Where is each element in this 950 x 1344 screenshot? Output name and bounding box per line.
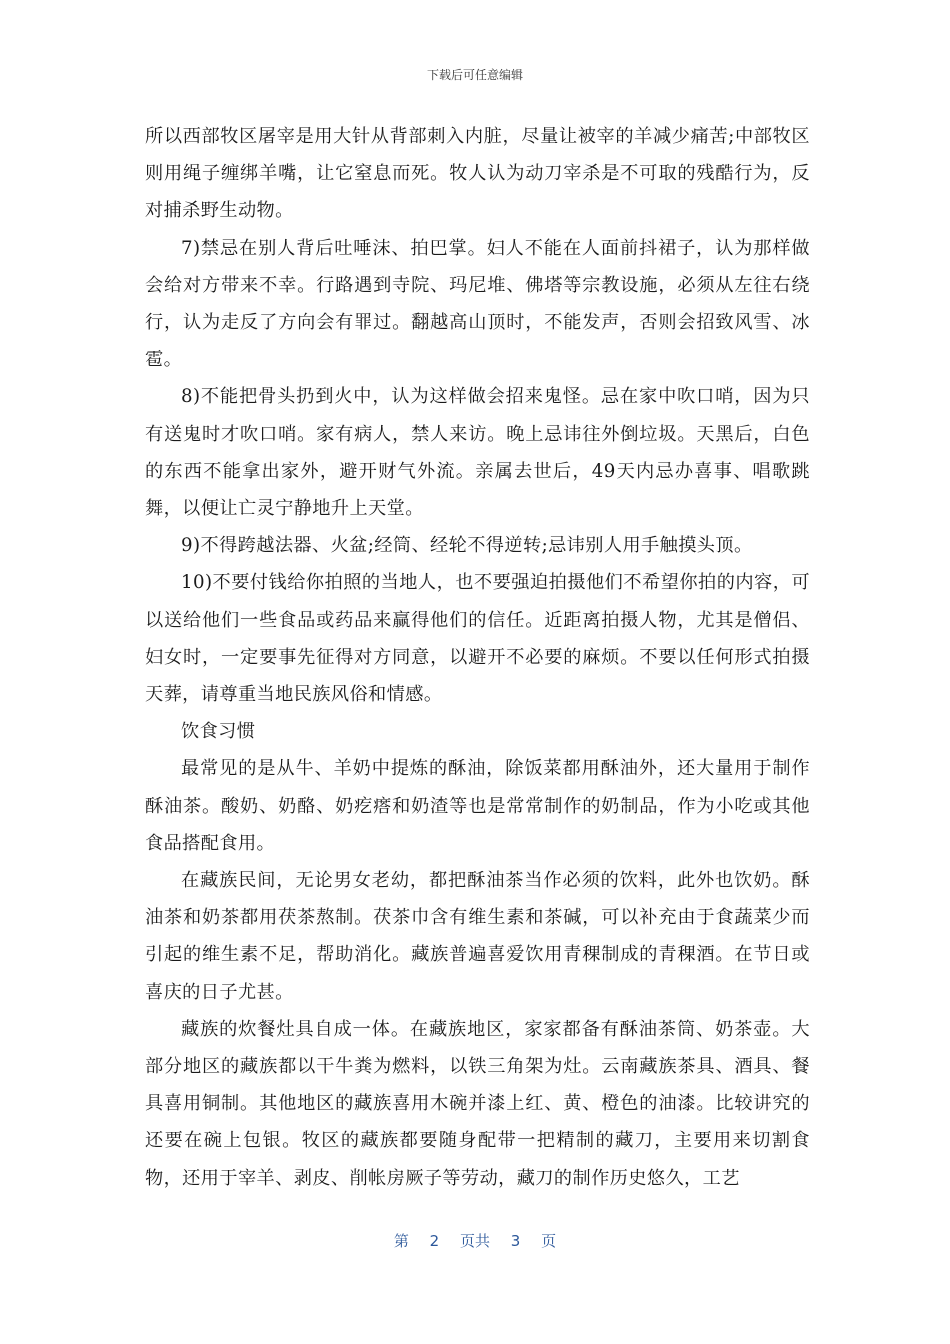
- page-number: 第 2 页共 3 页: [393, 1232, 557, 1250]
- paragraph-6: 最常见的是从牛、羊奶中提炼的酥油，除饭菜都用酥油外，还大量用于制作酥油茶。酸奶、奶酪、奶疙瘩和奶渣等也是常常制作的奶制品，作为小吃或其他食品搭配食用。: [145, 758, 810, 854]
- page-header-note: 下载后可任意编辑: [426, 68, 523, 82]
- paragraph-7: 在藏族民间，无论男女老幼，都把酥油茶当作必须的饮料，此外也饮奶。酥油茶和奶茶都用茯茶熬制。茯茶巾含有维生素和茶碱，可以补充由于食蔬菜少而引起的维生素不足，帮助消化。藏族普遍喜爱饮用青稞制成的青稞酒。在节日或喜庆的日子尤甚。: [145, 870, 810, 1003]
- document-body: [145, 118, 810, 1197]
- section-heading: 饮食习惯: [181, 721, 256, 743]
- paragraph-1: 所以西部牧区屠宰是用大针从背部刺入内脏，尽量让被宰的羊减少痛苦;中部牧区则用绳子缠绑羊嘴，让它窒息而死。牧人认为动刀宰杀是不可取的残酷行为，反对捕杀野生动物。: [145, 126, 810, 222]
- paragraph-2: 7)禁忌在别人背后吐唾沫、拍巴掌。妇人不能在人面前抖裙子，认为那样做会给对方带来不幸。行路遇到寺院、玛尼堆、佛塔等宗教设施，必须从左往右绕行，认为走反了方向会有罪过。翻越高山顶时，不能发声，否则会招致风雪、冰雹。: [145, 237, 810, 371]
- paragraph-5: 10)不要付钱给你拍照的当地人，也不要强迫拍摄他们不希望你拍的内容，可以送给他们一些食品或药品来赢得他们的信任。近距离拍摄人物，尤其是僧侣、妇女时，一定要事先征得对方同意，以避开不必要的麻烦。不要以任何形式拍摄天葬，请尊重当地民族风俗和情感。: [145, 572, 810, 706]
- paragraph-3: 8)不能把骨头扔到火中，认为这样做会招来鬼怪。忌在家中吹口哨，因为只有送鬼时才吹口哨。家有病人，禁人来访。晚上忌讳往外倒垃圾。天黑后，白色的东西不能拿出家外，避开财气外流。亲属去世后，49天内忌办喜事、唱歌跳舞，以便让亡灵宁静地升上天堂。: [145, 386, 810, 520]
- paragraph-8: 藏族的炊餐灶具自成一体。在藏族地区，家家都备有酥油茶筒、奶茶壶。大部分地区的藏族都以干牛粪为燃料，以铁三角架为灶。云南藏族茶具、酒具、餐具喜用铜制。其他地区的藏族喜用木碗并漆上红、黄、橙色的油漆。比较讲究的还要在碗上包银。牧区的藏族都要随身配带一把精制的藏刀，主要用来切割食物，还用于宰羊、剥皮、削帐房厥子等劳动，藏刀的制作历史悠久，工艺: [145, 1018, 810, 1189]
- paragraph-4: 9)不得跨越法器、火盆;经筒、经轮不得逆转;忌讳别人用手触摸头顶。: [181, 535, 753, 557]
